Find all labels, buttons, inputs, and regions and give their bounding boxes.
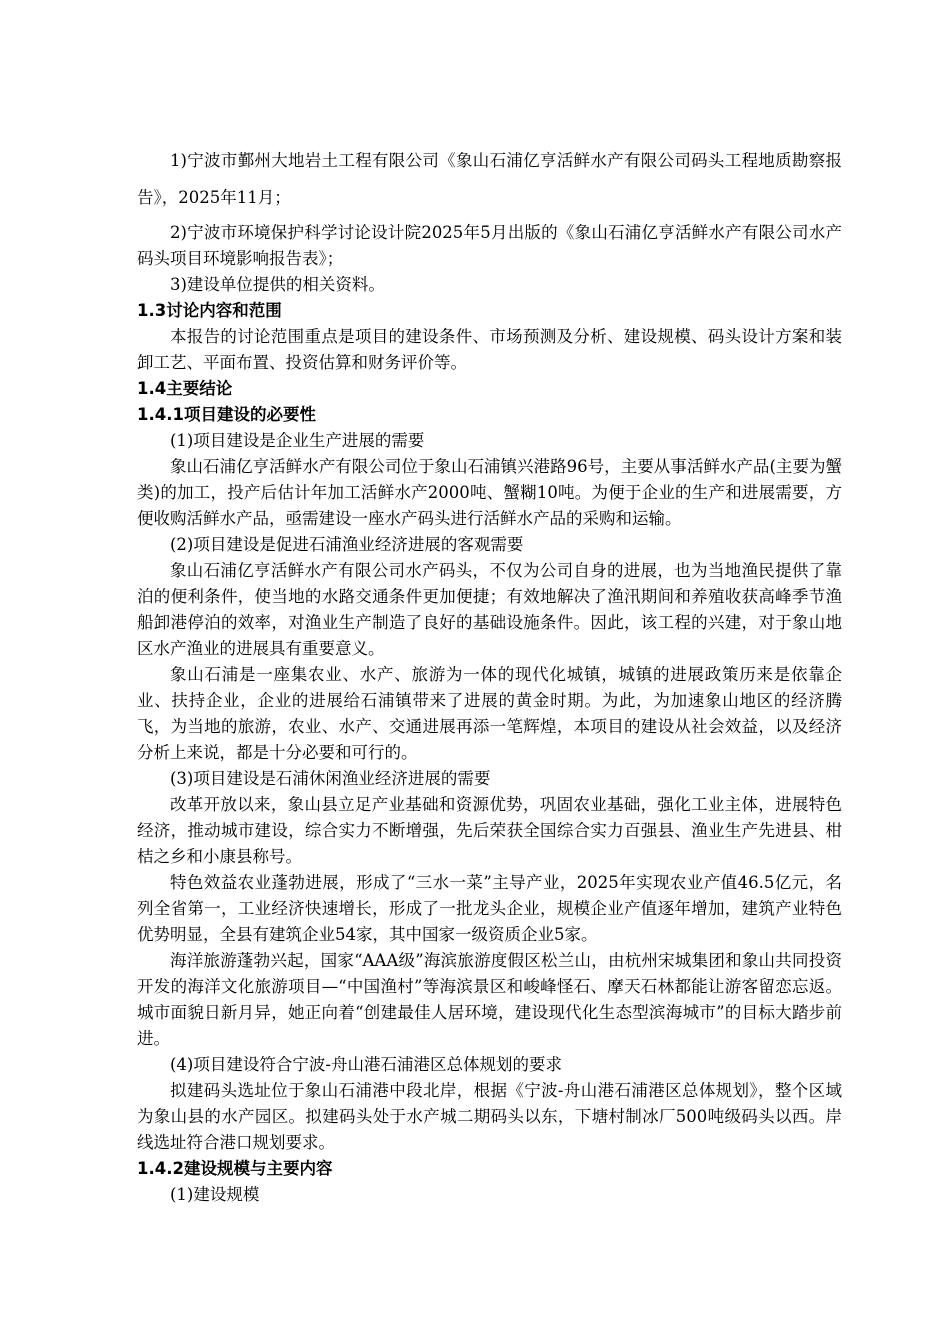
- section-heading-1-4-2: 1.4.2建设规模与主要内容: [137, 1159, 333, 1178]
- sub-item-heading: (1)建设规模: [170, 1185, 260, 1204]
- reference-item-2: 2)宁波市环境保护科学讨论设计院2025年5月出版的《象山石浦亿亨活鲜水产有限公司水产码头项目环境影响报告表》；: [137, 223, 842, 268]
- sub-item-heading: (3)项目建设是石浦休闲渔业经济进展的需要: [170, 769, 491, 788]
- sub-item-heading: (4)项目建设符合宁波-舟山港石浦港区总体规划的要求: [170, 1055, 562, 1074]
- body-paragraph: 象山石浦是一座集农业、水产、旅游为一体的现代化城镇，城镇的进展政策历来是依靠企业、扶持企业，企业的进展给石浦镇带来了进展的黄金时期。为此，为加速象山地区的经济腾飞，为当地的旅游，农业、水产、交通进展再添一笔辉煌，本项目的建设从社会效益，以及经济分析上来说，都是十分必要和可行的。: [137, 665, 842, 762]
- reference-item-1: 1)宁波市鄞州大地岩土工程有限公司《象山石浦亿亨活鲜水产有限公司码头工程地质勘察报告》，2025年11月；: [137, 151, 842, 207]
- section-heading-1-3: 1.3讨论内容和范围: [137, 301, 282, 320]
- body-paragraph: 特色效益农业蓬勃进展，形成了“三水一菜”主导产业，2025年实现农业产值46.5亿元，名列全省第一，工业经济快速增长，形成了一批龙头企业，规模企业产值逐年增加，建筑产业特色优势明显，全县有建筑企业54家，其中国家一级资质企业5家。: [137, 873, 842, 944]
- body-paragraph: 拟建码头选址位于象山石浦港中段北岸，根据《宁波-舟山港石浦港区总体规划》，整个区域为象山县的水产园区。拟建码头处于水产城二期码头以东，下塘村制冰厂500吨级码头以西。岸线选址符合港口规划要求。: [137, 1081, 842, 1152]
- body-paragraph: 海洋旅游蓬勃兴起，国家“AAA级”海滨旅游度假区松兰山，由杭州宋城集团和象山共同投资开发的海洋文化旅游项目—“中国渔村”等海滨景区和峻峰怪石、摩天石林都能让游客留恋忘返。城市面貌日新月异，她正向着“创建最佳人居环境，建设现代化生态型滨海城市”的目标大踏步前进。: [137, 951, 842, 1048]
- reference-item-3: 3)建设单位提供的相关资料。: [170, 275, 385, 294]
- body-paragraph: 改革开放以来，象山县立足产业基础和资源优势，巩固农业基础，强化工业主体，进展特色经济，推动城市建设，综合实力不断增强，先后荣获全国综合实力百强县、渔业生产先进县、柑桔之乡和小康县称号。: [137, 795, 842, 866]
- section-heading-1-4-1: 1.4.1项目建设的必要性: [137, 405, 316, 424]
- section-heading-1-4: 1.4主要结论: [137, 379, 233, 398]
- body-paragraph: 本报告的讨论范围重点是项目的建设条件、市场预测及分析、建设规模、码头设计方案和装卸工艺、平面布置、投资估算和财务评价等。: [137, 327, 842, 372]
- body-paragraph: 象山石浦亿亨活鲜水产有限公司水产码头，不仅为公司自身的进展，也为当地渔民提供了靠泊的便利条件，使当地的水路交通条件更加便捷；有效地解决了渔汛期间和养殖收获高峰季节渔船卸港停泊的效率，对渔业生产制造了良好的基础设施条件。因此，该工程的兴建，对于象山地区水产渔业的进展具有重要意义。: [137, 561, 842, 658]
- sub-item-heading: (2)项目建设是促进石浦渔业经济进展的客观需要: [170, 535, 524, 554]
- document-body: [137, 142, 842, 1208]
- body-paragraph: 象山石浦亿亨活鲜水产有限公司位于象山石浦镇兴港路96号，主要从事活鲜水产品(主要为蟹类)的加工，投产后估计年加工活鲜水产2000吨、蟹糊10吨。为便于企业的生产和进展需要，方便收购活鲜水产品，亟需建设一座水产码头进行活鲜水产品的采购和运输。: [137, 457, 842, 528]
- sub-item-heading: (1)项目建设是企业生产进展的需要: [170, 431, 425, 450]
